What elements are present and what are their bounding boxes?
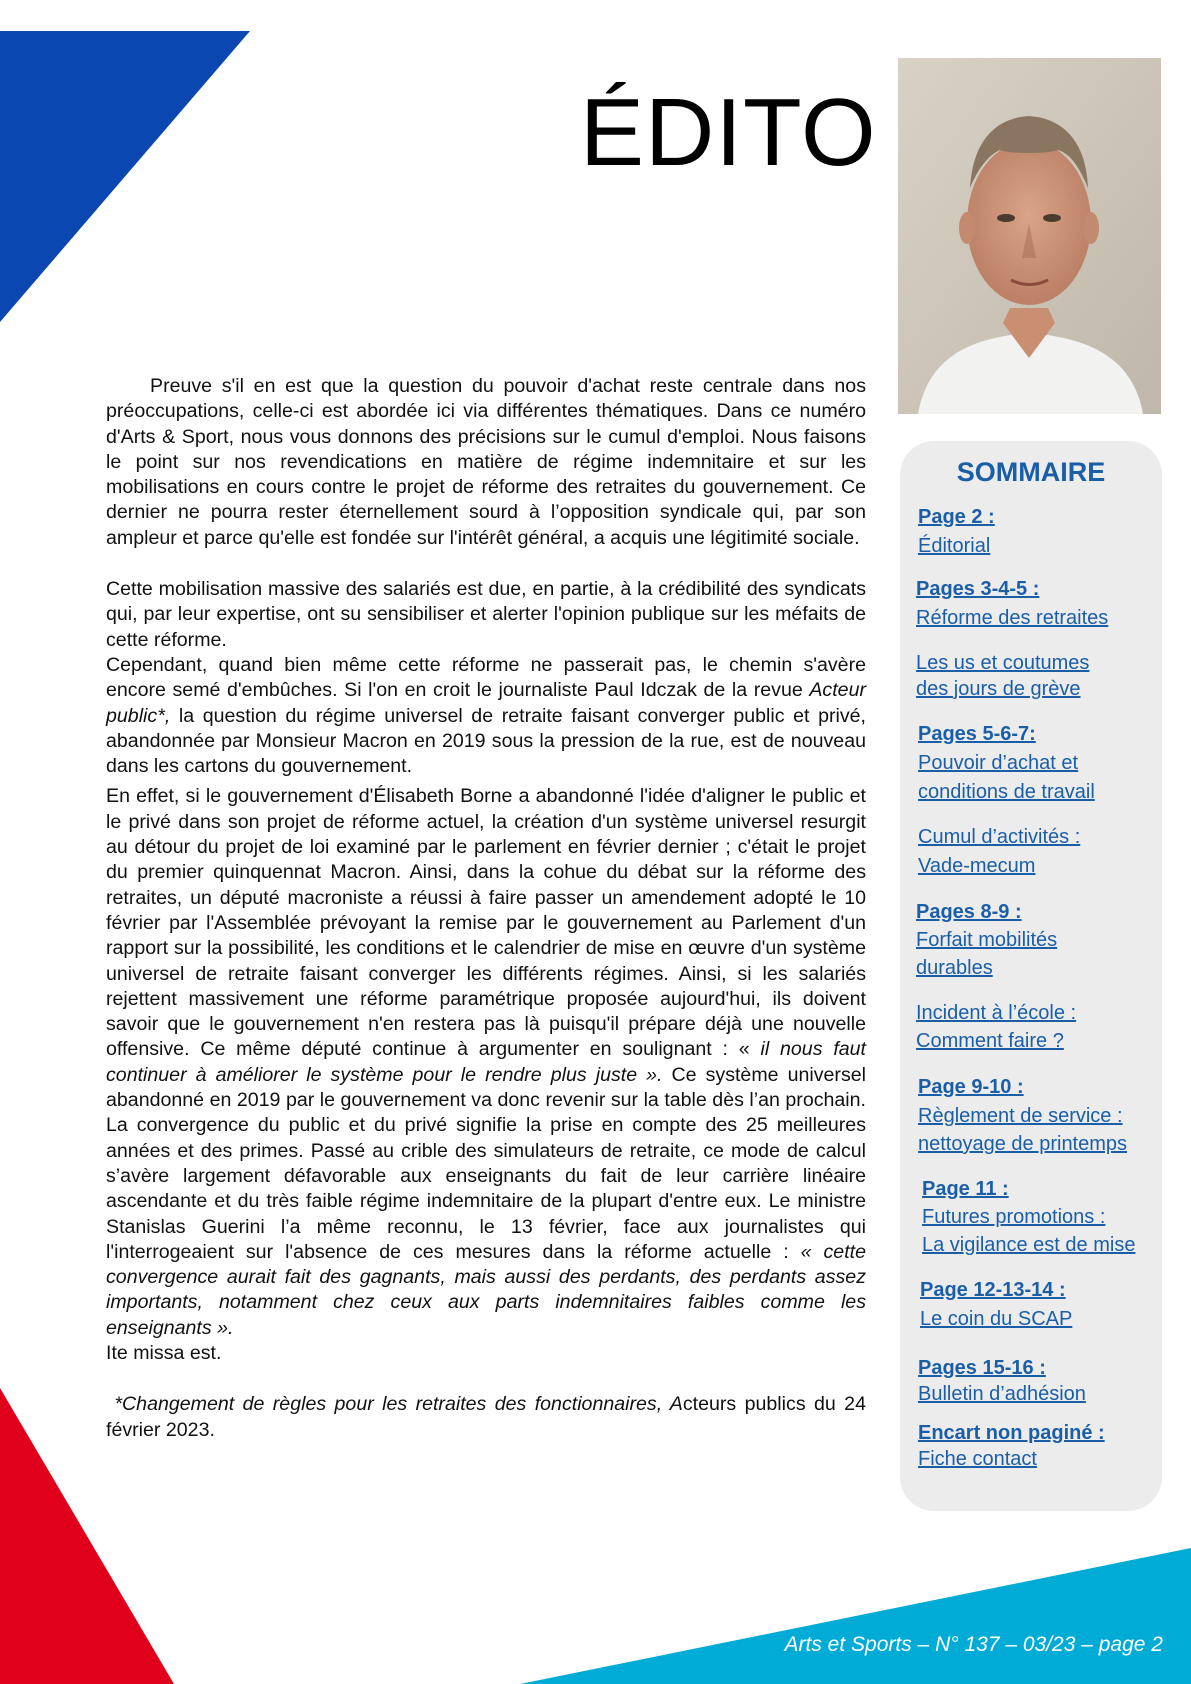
toc-jours-greve-link[interactable]: des jours de grève xyxy=(916,678,1081,700)
acteur-public-ref: Acteur public*, xyxy=(106,679,866,727)
toc-pages-8-9-label[interactable]: Pages 8-9 : xyxy=(916,901,1022,923)
sommaire-panel xyxy=(900,441,1162,1511)
cyan-band xyxy=(520,1548,1191,1684)
toc-conditions-travail-link[interactable]: conditions de travail xyxy=(918,781,1095,803)
toc-encart-label[interactable]: Encart non paginé : xyxy=(918,1422,1105,1444)
toc-pages-15-16-label[interactable]: Pages 15-16 : xyxy=(918,1357,1046,1379)
toc-cumul-activites-link[interactable]: Cumul d’activités : xyxy=(918,826,1081,848)
paragraph-2: Cette mobilisation massive des salariés est due, en partie, à la crédibilité des syndicats qui, par leur expertise, ont su sensibiliser et alerter l'opinion publique sur les méfaits de cette réforme. xyxy=(106,578,866,651)
toc-pages-3-4-5-label[interactable]: Pages 3-4-5 : xyxy=(916,578,1040,600)
blue-triangle xyxy=(0,31,250,322)
toc-nettoyage-printemps-link[interactable]: nettoyage de printemps xyxy=(918,1133,1128,1155)
paragraph-4: En effet, si le gouvernement d'Élisabeth Borne a abandonné l'idée d'aligner le public et le privé dans son projet de réforme actuel, la création d'un système universel resurgit au détour du projet de loi examiné par le parlement en février dernier ; c'était le projet du premier quinquennat Macron. Ainsi, dans la cohue du débat sur la réforme des retraites, un député macroniste a réussi à faire passer un amendement adopté le 10 février par l'Assemblée prévoyant la remise par le gouvernement au Parlement d'un rapport sur la possibilité, les conditions et le calendrier de mise en œuvre d'un système universel de retraite faisant converger les différents régimes. Ainsi, si les salariés rejettent massivement une réforme paramétrique proposée aujourd'hui, ils doivent savoir que le gouvernement n'en restera pas là puisqu'il prépare déjà une nouvelle offensive. Ce même député continue à argumenter en soulignant : « il nous faut continuer à améliorer le système pour le rendre plus juste ». Ce système universel abandonné en 2019 par le gouvernement va donc revenir sur la table dès l’an prochain. La convergence du public et du privé signifie la prise en compte des 25 meilleures années et des primes. Passé au crible des simulateurs de retraite, ce mode de calcul s’avère largement défavorable aux enseignants du fait de leur carrière linéaire ascendante et du très faible régime indemnitaire de la plupart d'entre eux. Le ministre Stanislas Guerini l’a même reconnu, le 13 février, face aux journalistes qui l'interrogeaient sur l'absence de ces mesures dans la réforme actuelle : « cette convergence aurait fait des gagnants, mais aussi des perdants, des perdants assez importants, notamment chez ceux aux parts indemnitaires faibles comme les enseignants ». xyxy=(106,785,866,1339)
editorial-body xyxy=(106,374,866,1443)
toc-reglement-service-link[interactable]: Règlement de service : xyxy=(918,1105,1123,1127)
toc-reforme-retraites-link[interactable]: Réforme des retraites xyxy=(916,607,1109,629)
page-footer: Arts et Sports – N° 137 – 03/23 – page 2 xyxy=(784,1633,1163,1656)
portrait-photo xyxy=(898,58,1161,414)
toc-fiche-contact-link[interactable]: Fiche contact xyxy=(918,1448,1037,1470)
page-title: ÉDITO xyxy=(580,79,877,186)
paragraph-5: Ite missa est. xyxy=(106,1341,222,1364)
toc-vigilance-link[interactable]: La vigilance est de mise xyxy=(922,1234,1136,1256)
deputy-quote: il nous faut continuer à améliorer le système pour le rendre plus juste ». xyxy=(106,1038,866,1086)
toc-coin-scap-link[interactable]: Le coin du SCAP xyxy=(920,1308,1073,1330)
paragraph-3: Cependant, quand bien même cette réforme ne passerait pas, le chemin s'avère encore semé d'embûches. Si l'on en croit le journaliste Paul Idczak de la revue Acteur public*, la question du régime universel de retraite faisant converger public et privé, abandonnée par Monsieur Macron en 2019 sous la pression de la rue, est de nouveau dans les cartons du gouvernement. xyxy=(106,653,866,778)
sommaire-title: SOMMAIRE xyxy=(956,457,1106,487)
toc-page-9-10-label[interactable]: Page 9-10 : xyxy=(918,1076,1024,1098)
toc-pages-5-6-7-label[interactable]: Pages 5-6-7: xyxy=(918,723,1036,745)
footnote: *Changement de règles pour les retraites des fonctionnaires, Acteurs publics du 24 février 2023. xyxy=(106,1393,866,1441)
toc-pouvoir-achat-link[interactable]: Pouvoir d’achat et xyxy=(918,752,1079,774)
toc-durables-link[interactable]: durables xyxy=(916,957,993,979)
toc-page-12-13-14-label[interactable]: Page 12-13-14 : xyxy=(920,1279,1066,1301)
paragraph-1: Preuve s'il en est que la question du pouvoir d'achat reste centrale dans nos préoccupations, celle-ci est abordée ici via différentes thématiques. Dans ce numéro d'Arts & Sport, nous vous donnons des précisions sur le cumul d'emploi. Nous faisons le point sur nos revendications en matière de régime indemnitaire et sur les mobilisations en cours contre le projet de réforme des retraites du gouvernement. Ce dernier ne pourra rester éternellement sourd à l’opposition syndicale qui, par son ampleur et parce qu'elle est fondée sur l'intérêt général, a acquis une légitimité sociale. xyxy=(106,375,866,549)
toc-editorial-link[interactable]: Éditorial xyxy=(918,535,991,557)
toc-futures-promotions-link[interactable]: Futures promotions : xyxy=(922,1206,1106,1228)
toc-page-2-label[interactable]: Page 2 : xyxy=(918,506,995,528)
toc-us-coutumes-link[interactable]: Les us et coutumes xyxy=(916,652,1090,674)
toc-forfait-mobilites-link[interactable]: Forfait mobilités xyxy=(916,929,1058,951)
toc-vade-mecum-link[interactable]: Vade-mecum xyxy=(918,855,1036,877)
toc-incident-ecole-link[interactable]: Incident à l’école : xyxy=(916,1002,1077,1024)
toc-comment-faire-link[interactable]: Comment faire ? xyxy=(916,1030,1064,1052)
toc-bulletin-adhesion-link[interactable]: Bulletin d’adhésion xyxy=(918,1383,1086,1405)
toc-page-11-label[interactable]: Page 11 : xyxy=(922,1178,1009,1200)
minister-quote: « cette convergence aurait fait des gagnants, mais aussi des perdants, des perdants assez importants, notamment chez ceux aux parts indemnitaires faibles comme les enseignants ». xyxy=(106,1240,866,1339)
